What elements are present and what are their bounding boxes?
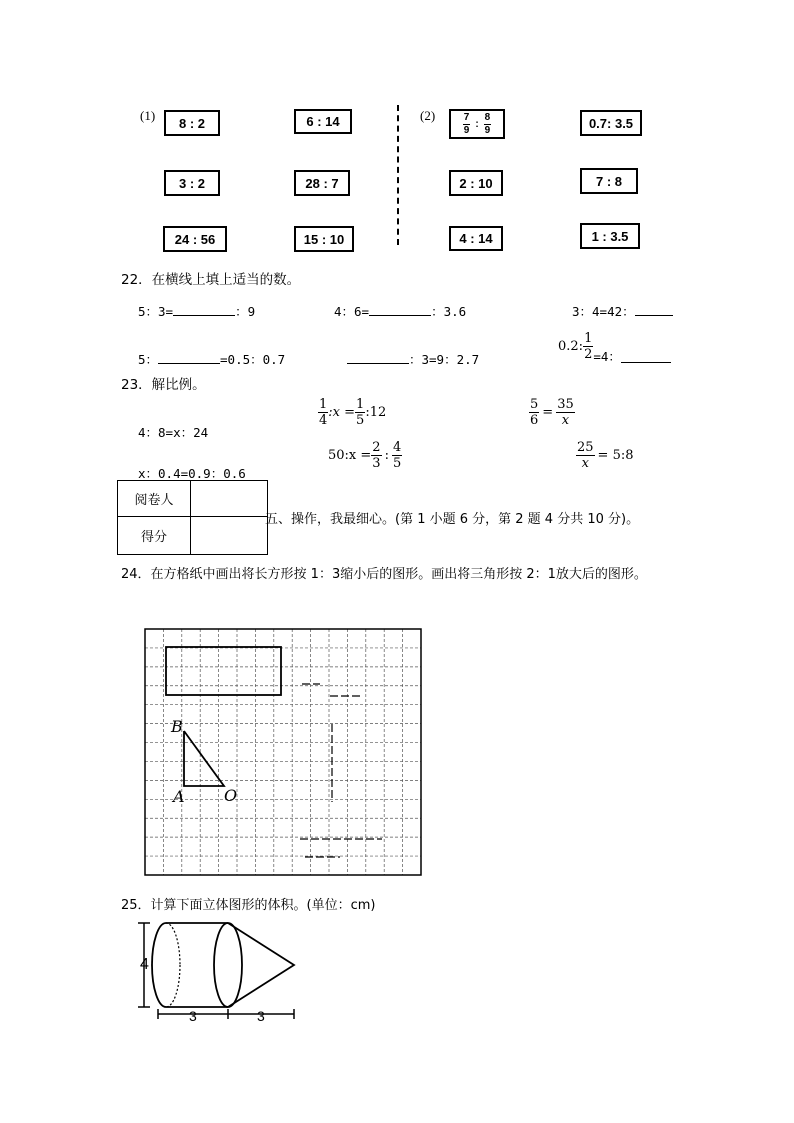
- ratio-box: 0.7: 3.5: [580, 110, 642, 136]
- length-label-2: 3: [257, 1008, 265, 1024]
- q22-row1-a: 5：3= ：9: [138, 304, 256, 319]
- score-cell[interactable]: [191, 517, 268, 555]
- grid-border: [145, 629, 421, 875]
- answer-blank[interactable]: [369, 303, 431, 316]
- solid-figure: [136, 915, 301, 1025]
- label-b: B: [171, 717, 183, 736]
- ratio-box: 24 : 56: [163, 226, 227, 252]
- q22-row2-a: 5： =0.5：0.7: [138, 352, 286, 367]
- ratio-box: 28 : 7: [294, 170, 350, 196]
- q24-title: 24．在方格纸中画出将长方形按 1：3缩小后的图形。画出将三角形按 2：1放大后的图形。: [121, 567, 647, 582]
- answer-blank[interactable]: [158, 351, 220, 364]
- ratio-box: 15 : 10: [294, 226, 354, 252]
- answer-blank[interactable]: [621, 350, 671, 363]
- ratio-box: 7 : 8: [580, 168, 638, 194]
- answer-blank[interactable]: [173, 303, 235, 316]
- ratio-box: 8 : 2: [164, 110, 220, 136]
- label-a: A: [173, 787, 185, 806]
- grader-cell[interactable]: [191, 481, 268, 517]
- grid-paper: [140, 624, 428, 880]
- q23-eq6: $\frac{25}{x}$ = 5:8: [577, 440, 634, 471]
- answer-blank[interactable]: [635, 303, 673, 316]
- q22-row2-b: ：3=9：2.7: [347, 350, 479, 368]
- q23-eq5: $\frac{5}{6}$ = $\frac{35}{x}$: [530, 397, 574, 428]
- section5-title: 五、操作，我最细心。(第 1 小题 6 分，第 2 题 4 分共 10 分)。: [265, 512, 640, 527]
- q23-eq1: 4：8=x：24: [138, 425, 209, 440]
- q23-title: 23．解比例。: [121, 377, 206, 393]
- triangle-shape: [184, 731, 224, 786]
- part1-label: (1): [140, 108, 156, 123]
- label-o: O: [224, 786, 238, 805]
- q25-title: 25．计算下面立体图形的体积。(单位：cm): [121, 898, 376, 913]
- length-label-1: 3: [189, 1008, 197, 1024]
- q22-row2-c: 0.2: $\frac{1}{2}$ =4：: [558, 327, 671, 365]
- dimension-horizontal: [158, 1009, 294, 1019]
- q22-row1-b: 4：6= ：3.6: [334, 304, 467, 319]
- ratio-box: 3 : 2: [164, 170, 220, 196]
- ratio-box: 1 : 3.5: [580, 223, 640, 249]
- q22-title: 22．在横线上填上适当的数。: [121, 272, 301, 288]
- ratio-box: 6 : 14: [294, 109, 352, 134]
- rectangle-shape: [166, 647, 281, 695]
- ratio-box: 2 : 10: [449, 170, 503, 196]
- height-label: 4: [140, 956, 149, 973]
- ratio-box: 4 : 14: [449, 226, 503, 251]
- ratio-box-fraction: $\frac{7}{9}$ : $\frac{8}{9}$: [449, 109, 505, 139]
- divider-dashed: [397, 105, 399, 245]
- cylinder-left-solid: [152, 923, 166, 1007]
- score-table: [117, 480, 268, 555]
- q23-eq3: $\frac{1}{4}$ :x = $\frac{1}{5}$ :12: [319, 397, 387, 428]
- q22-row1-c: 3：4=42：: [572, 302, 673, 320]
- cylinder-right-base: [214, 923, 242, 1007]
- drawing-guide-lines: [300, 684, 382, 857]
- answer-blank[interactable]: [347, 351, 409, 364]
- grader-label: 阅卷人: [118, 481, 191, 517]
- q23-eq2: x：0.4=0.9：0.6: [138, 466, 246, 481]
- q23-eq4: 50:x = $\frac{2}{3}$ : $\frac{4}{5}$: [328, 440, 402, 471]
- score-label: 得分: [118, 517, 191, 555]
- part2-label: (2): [420, 108, 436, 123]
